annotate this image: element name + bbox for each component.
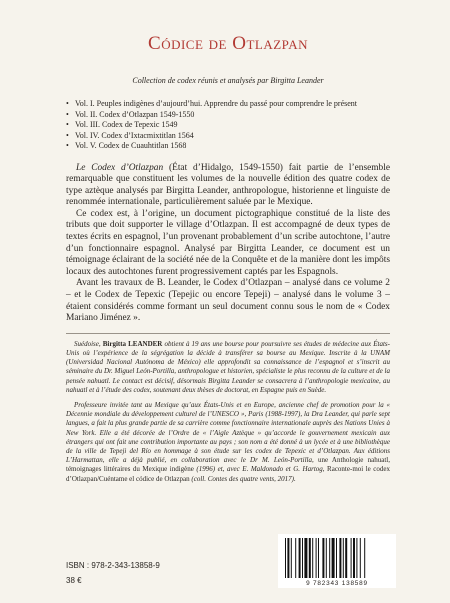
description-paragraph: Ce codex est, à l’origine, un document pictographique constitué de la liste des tributs que doit supporter le village d’Otlazpan. Il est accompagné de deux types de textes écrits en espagnol, l’un provenant probablement d’un scribe autochtone, l’autre d’un fonctionnaire espagnol. Analysé par Birgitta Leander, ce document est un témoignage éclairant de la société née de la Conquête et de la manière dont les impôts locaux des autochtones furent progressivement captés par les Espagnols. bbox=[66, 208, 390, 277]
paragraph-text: (État d’Hidalgo, 1549-1550) fait partie de l’ensemble remarquable que constituent les volumes de la nouvelle édition des quatre codex de type aztèque analysés par Birgitta Leander, anthropologue, historienne et linguiste de renommée internationale, particulièrement saluée par le Mexique. bbox=[66, 162, 390, 208]
barcode bbox=[278, 534, 396, 588]
description bbox=[66, 163, 390, 325]
barcode-bar bbox=[291, 538, 292, 578]
section-divider bbox=[66, 333, 390, 334]
collection-line: Collection de codex réunis et analysés par Birgitta Leander bbox=[132, 76, 324, 85]
barcode-bar bbox=[329, 538, 330, 578]
barcode-bar bbox=[326, 538, 327, 578]
barcode-bar bbox=[312, 538, 313, 578]
volume-item: • Vol. V. Codex de Cuauhtitlan 1568 bbox=[66, 141, 390, 152]
barcode-bar bbox=[285, 538, 286, 578]
barcode-bar bbox=[343, 538, 344, 578]
barcode-bar bbox=[339, 538, 341, 578]
bio-paragraph: Professeure invitée tant au Mexique qu’aux États-Unis et en Europe, ancienne chef de promotion pour la « Décennie mondiale du développement culturel de l’UNESCO », Paris (1988-1997), la Dra Leander, qui parle sept langues, a fait la plus grande partie de sa carrière comme fonctionnaire internationale auprès des Nations Unies à New York. Elle a été décorée de l’Ordre de « l’Aigle Aztèque » qu’accorde le gouvernement mexicain aux étrangers qui ont fait une contribution importante au pays ; son nom a été donné à un lycée et à une bibliothèque de la ville de Tepeji del Río en hommage à son étude sur les codex de Tepexic et d’Otlazpan. Aux éditions L’Harmattan, elle a déjà publié, en collaboration avec le Dr M. León-Portilla, une Anthologie nahuatl, témoignages littéraires du Mexique indigène (1996) et, avec E. Maldonado et G. Hartog, Raconte-moi le codex d’Otlazpan/Cuéntame el códice de Otlazpan (coll. Contes des quatre vents, 2017). bbox=[66, 401, 391, 483]
barcode-bar bbox=[299, 538, 301, 578]
barcode-bar bbox=[304, 538, 307, 578]
description-paragraph bbox=[66, 163, 390, 209]
barcode-bar bbox=[360, 538, 361, 578]
barcode-bar bbox=[316, 538, 317, 578]
barcode-bar bbox=[345, 538, 347, 578]
barcode-bar bbox=[287, 538, 289, 578]
barcode-bar bbox=[302, 538, 303, 578]
isbn: ISBN : 978-2-343-13858-9 bbox=[66, 561, 160, 570]
author-bio bbox=[66, 340, 390, 484]
volume-item: • Vol. I. Peuples indigènes d’aujourd’hui. Apprendre du passé pour comprendre le présent bbox=[66, 99, 390, 110]
price: 38 € bbox=[66, 576, 82, 585]
volume-list bbox=[66, 99, 390, 152]
volume-item: • Vol. III. Codex de Tepexic 1549 bbox=[66, 120, 390, 131]
barcode-bar bbox=[318, 538, 319, 578]
barcode-bar bbox=[356, 538, 357, 578]
codex-title: Le Codex d’Otlazpan bbox=[76, 162, 164, 173]
barcode-number: 9 782343 138589 bbox=[306, 580, 368, 587]
barcode-bar bbox=[332, 538, 335, 578]
bio-paragraph: Suédoise, Birgitta LEANDER obtient à 19 ans une bourse pour poursuivre ses études de médecine aux États-Unis où l’expérience de la ségrégation la décide à transférer sa bourse au Mexique. Inscrite à la UNAM (Universidad Nacional Autónoma de México) elle approfondit sa connaissance de l’espagnol et s’inscrit au séminaire du Dr. Miguel León-Portilla, anthropologue et historien, spécialiste le plus reconnu de la culture et de la pensée nahuatl. Le contact est décisif, désormais Birgitta Leander se consacrera à l’anthropologie mexicaine, au nahuatl et à l’étude des codex, soutenant deux thèses de doctorat, en Espagne puis en Suède. bbox=[66, 339, 390, 394]
volume-item: • Vol. IV. Codex d’Ixtacmixtitlan 1564 bbox=[66, 131, 390, 142]
book-title: Códice de Otlazpan bbox=[148, 33, 308, 54]
barcode-bar bbox=[351, 538, 352, 578]
barcode-bar bbox=[309, 538, 311, 578]
barcode-bar bbox=[295, 538, 296, 578]
description-paragraph: Avant les travaux de B. Leander, le Codex d’Otlazpan – analysé dans ce volume 2 – et le Codex de Tepexic (Tepejic ou encore Tepeji) – analysé dans le volume 3 – étaient considérés comme formant un seul document connu sous le nom de « Codex Mariano Jiménez ». bbox=[66, 278, 390, 324]
barcode-bar bbox=[322, 538, 324, 578]
author-name: Birgitta LEANDER bbox=[102, 339, 163, 348]
barcode-bar bbox=[364, 538, 365, 578]
barcode-bar bbox=[353, 538, 355, 578]
barcode-bars bbox=[281, 538, 393, 578]
barcode-bar bbox=[336, 538, 337, 578]
volume-item: • Vol. II. Codex d’Otlazpan 1549-1550 bbox=[66, 110, 390, 121]
